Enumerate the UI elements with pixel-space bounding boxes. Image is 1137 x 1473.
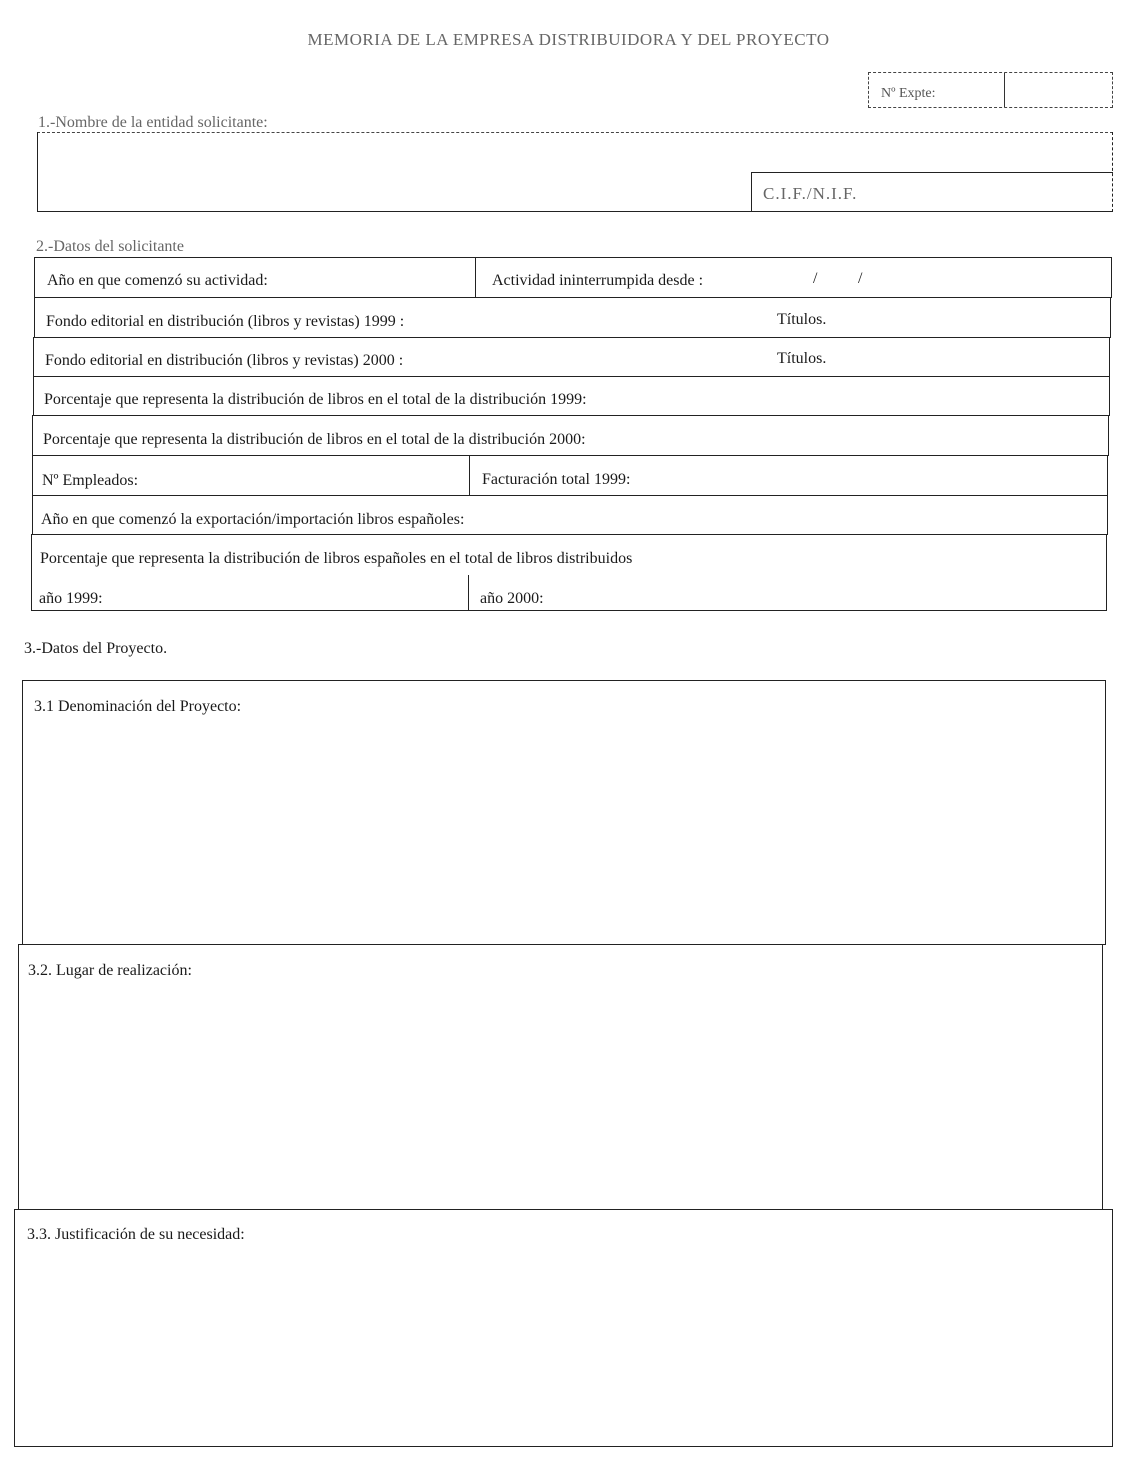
porcentaje-1999-label: Porcentaje que representa la distribución de libros en el total de la distribución 1999: [44, 391, 587, 408]
expediente-divider [1004, 73, 1005, 107]
document-title: MEMORIA DE LA EMPRESA DISTRIBUIDORA Y DEL PROYECTO [307, 30, 830, 49]
entidad-left-border [37, 132, 38, 212]
porcentaje-espanoles-label: Porcentaje que representa la distribución de libros españoles en el total de libros distribuidos [40, 550, 633, 567]
row-actividad-divider [475, 258, 476, 297]
row-porcentaje-2000 [32, 415, 1109, 456]
row-anios-divider [468, 575, 469, 610]
anio-comienzo-label: Año en que comenzó su actividad: [47, 272, 268, 289]
fondo-1999-label: Fondo editorial en distribución (libros y revistas) 1999 : [46, 313, 405, 330]
section2-label: 2.-Datos del solicitante [36, 238, 184, 255]
denominacion-box[interactable] [22, 680, 1106, 945]
fondo-2000-label: Fondo editorial en distribución (libros y revistas) 2000 : [45, 352, 404, 369]
row-porcentaje-1999 [33, 376, 1110, 416]
entidad-bottom-border [37, 211, 1113, 212]
justificacion-box[interactable] [14, 1209, 1113, 1447]
titulos-2000-label: Títulos. [777, 350, 827, 367]
titulos-1999-label: Títulos. [777, 311, 827, 328]
lugar-box[interactable] [18, 944, 1103, 1210]
date-separator-1: / [813, 270, 818, 287]
date-separator-2: / [858, 270, 863, 287]
row-empleados-divider [469, 456, 470, 495]
row-porcentaje-espanoles [31, 534, 1107, 611]
anio-exportacion-label: Año en que comenzó la exportación/importación libros españoles: [41, 511, 465, 528]
anio-2000-label: año 2000: [480, 590, 544, 607]
actividad-desde-label: Actividad ininterrumpida desde : [492, 272, 704, 289]
empleados-label: Nº Empleados: [42, 472, 139, 489]
row-fondo-1999 [34, 297, 1111, 338]
row-actividad [34, 257, 1112, 298]
cif-label: C.I.F./N.I.F. [763, 184, 858, 203]
cif-left-border [751, 172, 752, 212]
section3-label: 3.-Datos del Proyecto. [24, 640, 168, 657]
expediente-box[interactable] [868, 72, 1113, 108]
cif-top-border [751, 172, 1113, 173]
justificacion-label: 3.3. Justificación de su necesidad: [27, 1226, 245, 1243]
row-exportacion [32, 495, 1108, 535]
entidad-name-box[interactable] [37, 132, 1113, 212]
facturacion-label: Facturación total 1999: [482, 471, 631, 488]
lugar-label: 3.2. Lugar de realización: [28, 962, 192, 979]
section1-label: 1.-Nombre de la entidad solicitante: [38, 114, 268, 131]
entidad-top-border [37, 132, 1113, 133]
anio-1999-label: año 1999: [39, 590, 103, 607]
row-empleados [32, 455, 1108, 496]
porcentaje-2000-label: Porcentaje que representa la distribución de libros en el total de la distribución 2000: [43, 431, 586, 448]
expediente-label: Nº Expte: [881, 86, 936, 101]
row-fondo-2000 [33, 337, 1110, 377]
denominacion-label: 3.1 Denominación del Proyecto: [34, 698, 242, 715]
